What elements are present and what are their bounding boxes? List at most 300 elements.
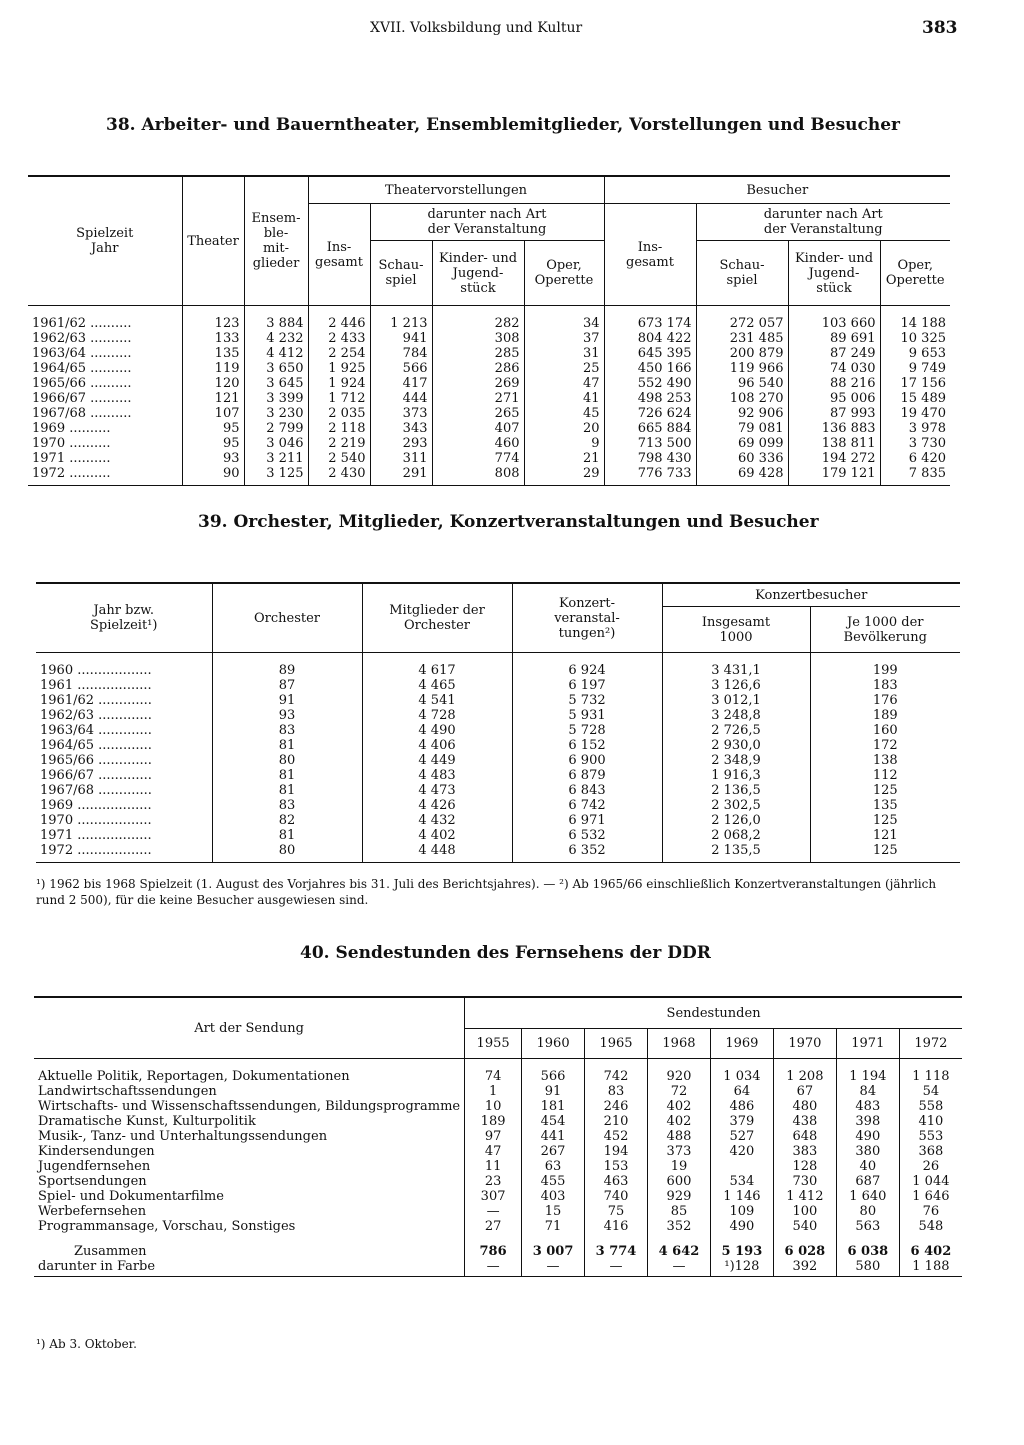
leader-dots: .......... bbox=[65, 436, 111, 451]
cell-value: 402 bbox=[647, 1114, 710, 1129]
cell-value: 352 bbox=[647, 1219, 710, 1234]
table-row bbox=[36, 798, 960, 813]
table-row bbox=[34, 1219, 962, 1234]
cell-value: 6 900 bbox=[512, 753, 662, 768]
table-row bbox=[36, 678, 960, 693]
year-header: 1969 bbox=[710, 1029, 773, 1059]
cell-value: 490 bbox=[710, 1219, 773, 1234]
cell-value bbox=[710, 1159, 773, 1174]
cell-value: 1 213 bbox=[370, 316, 432, 331]
cell-value: 490 bbox=[836, 1129, 899, 1144]
table-row bbox=[34, 1259, 962, 1274]
cell-value: 403 bbox=[522, 1189, 585, 1204]
cell-value: 308 bbox=[432, 331, 524, 346]
row-label-cell bbox=[36, 828, 212, 843]
cell-value: 14 188 bbox=[880, 316, 950, 331]
row-label: Sportsendungen bbox=[38, 1174, 147, 1189]
cell-value: 1 208 bbox=[773, 1069, 836, 1084]
cell-value: 4 483 bbox=[362, 768, 512, 783]
row-label-cell bbox=[28, 316, 182, 331]
row-label-cell bbox=[28, 361, 182, 376]
cell-value: 293 bbox=[370, 436, 432, 451]
cell-value: 92 906 bbox=[696, 406, 788, 421]
cell-value: 10 325 bbox=[880, 331, 950, 346]
cell-value: 3 230 bbox=[244, 406, 308, 421]
leader-dots: .................. bbox=[73, 678, 152, 693]
cell-value: 3 884 bbox=[244, 316, 308, 331]
cell-value: 246 bbox=[585, 1099, 648, 1114]
cell-value: 1 640 bbox=[836, 1189, 899, 1204]
cell-value: 416 bbox=[585, 1219, 648, 1234]
leader-dots: .......... bbox=[65, 451, 111, 466]
cell-value: 2 035 bbox=[308, 406, 370, 421]
table-row bbox=[28, 391, 950, 406]
row-label: Jugendfernsehen bbox=[38, 1159, 151, 1174]
table39-title: 39. Orchester, Mitglieder, Konzertveranstaltungen und Besucher bbox=[198, 512, 819, 532]
row-label: 1962/63 bbox=[32, 331, 87, 346]
cell-value: 89 691 bbox=[788, 331, 880, 346]
cell-value: 4 617 bbox=[362, 663, 512, 678]
header-mitglieder: Mitglieder der Orchester bbox=[362, 583, 512, 653]
cell-value: 3 730 bbox=[880, 436, 950, 451]
cell-value: 80 bbox=[212, 753, 362, 768]
cell-value: 488 bbox=[647, 1129, 710, 1144]
cell-value: 1 188 bbox=[899, 1259, 962, 1274]
row-label-cell bbox=[36, 813, 212, 828]
cell-value: 3 125 bbox=[244, 466, 308, 481]
row-label: 1969 bbox=[40, 798, 74, 813]
table-row bbox=[36, 723, 960, 738]
row-label: 1972 bbox=[40, 843, 74, 858]
table-row bbox=[34, 1244, 962, 1259]
cell-value: 380 bbox=[836, 1144, 899, 1159]
cell-value: 64 bbox=[710, 1084, 773, 1099]
cell-value: 80 bbox=[836, 1204, 899, 1219]
row-label-cell bbox=[28, 331, 182, 346]
cell-value: 63 bbox=[522, 1159, 585, 1174]
cell-value: 109 bbox=[710, 1204, 773, 1219]
table-row bbox=[28, 466, 950, 481]
cell-value: 566 bbox=[370, 361, 432, 376]
cell-value: 2 433 bbox=[308, 331, 370, 346]
cell-value: 125 bbox=[810, 783, 960, 798]
cell-value: 402 bbox=[647, 1099, 710, 1114]
cell-value: 4 412 bbox=[244, 346, 308, 361]
cell-value: 1 916,3 bbox=[662, 768, 810, 783]
cell-value: 452 bbox=[585, 1129, 648, 1144]
cell-value: 2 446 bbox=[308, 316, 370, 331]
cell-value: 82 bbox=[212, 813, 362, 828]
cell-value: 665 884 bbox=[604, 421, 696, 436]
cell-value: 269 bbox=[432, 376, 524, 391]
cell-value: 125 bbox=[810, 813, 960, 828]
cell-value: 95 006 bbox=[788, 391, 880, 406]
cell-value: 81 bbox=[212, 768, 362, 783]
table-row bbox=[34, 1099, 962, 1114]
table-row bbox=[34, 1144, 962, 1159]
cell-value: 6 879 bbox=[512, 768, 662, 783]
cell-value: 272 057 bbox=[696, 316, 788, 331]
cell-value: 79 081 bbox=[696, 421, 788, 436]
cell-value: 3 431,1 bbox=[662, 663, 810, 678]
cell-value: 311 bbox=[370, 451, 432, 466]
cell-value: 189 bbox=[465, 1114, 522, 1129]
cell-value: 2 254 bbox=[308, 346, 370, 361]
table40 bbox=[34, 996, 962, 1277]
year-header: 1972 bbox=[899, 1029, 962, 1059]
cell-value: 486 bbox=[710, 1099, 773, 1114]
cell-value: 194 bbox=[585, 1144, 648, 1159]
row-label-cell bbox=[28, 436, 182, 451]
header-bes-darunter: darunter nach Art der Veranstaltung bbox=[696, 204, 950, 241]
cell-value: 1 712 bbox=[308, 391, 370, 406]
cell-value: — bbox=[522, 1259, 585, 1274]
cell-value: 5 732 bbox=[512, 693, 662, 708]
cell-value: 120 bbox=[182, 376, 244, 391]
leader-dots: .......... bbox=[86, 361, 132, 376]
header-tv-kinder: Kinder- und Jugend- stück bbox=[432, 241, 524, 306]
row-label: 1967/68 bbox=[40, 783, 95, 798]
cell-value: 2 068,2 bbox=[662, 828, 810, 843]
cell-value: 265 bbox=[432, 406, 524, 421]
table40-footnote: ¹) Ab 3. Oktober. bbox=[36, 1337, 137, 1351]
table-row bbox=[36, 708, 960, 723]
cell-value: 231 485 bbox=[696, 331, 788, 346]
cell-value: 3 645 bbox=[244, 376, 308, 391]
cell-value: 307 bbox=[465, 1189, 522, 1204]
leader-dots: ............. bbox=[94, 708, 152, 723]
cell-value: 4 406 bbox=[362, 738, 512, 753]
cell-value: 713 500 bbox=[604, 436, 696, 451]
cell-value: 54 bbox=[899, 1084, 962, 1099]
cell-value: 20 bbox=[524, 421, 604, 436]
cell-value: 83 bbox=[212, 798, 362, 813]
cell-value: 804 422 bbox=[604, 331, 696, 346]
cell-value: 2 930,0 bbox=[662, 738, 810, 753]
table-row bbox=[36, 753, 960, 768]
cell-value: 368 bbox=[899, 1144, 962, 1159]
cell-value: 119 bbox=[182, 361, 244, 376]
cell-value: 420 bbox=[710, 1144, 773, 1159]
cell-value: 138 811 bbox=[788, 436, 880, 451]
row-label: 1971 bbox=[32, 451, 66, 466]
row-label-cell bbox=[36, 798, 212, 813]
cell-value: 392 bbox=[773, 1259, 836, 1274]
table-row bbox=[34, 1159, 962, 1174]
row-label: Zusammen bbox=[74, 1244, 147, 1259]
cell-value: 540 bbox=[773, 1219, 836, 1234]
cell-value: 6 038 bbox=[836, 1244, 899, 1259]
cell-value: 23 bbox=[465, 1174, 522, 1189]
cell-value: 85 bbox=[647, 1204, 710, 1219]
cell-value: 25 bbox=[524, 361, 604, 376]
table-row bbox=[36, 843, 960, 858]
cell-value: 27 bbox=[465, 1219, 522, 1234]
cell-value: 71 bbox=[522, 1219, 585, 1234]
table-row bbox=[34, 1189, 962, 1204]
cell-value: 483 bbox=[836, 1099, 899, 1114]
table-row bbox=[36, 693, 960, 708]
cell-value: 135 bbox=[182, 346, 244, 361]
table-row bbox=[34, 1114, 962, 1129]
table-row bbox=[36, 768, 960, 783]
cell-value: 552 490 bbox=[604, 376, 696, 391]
cell-value: 83 bbox=[585, 1084, 648, 1099]
leader-dots: .......... bbox=[86, 346, 132, 361]
cell-value: 9 749 bbox=[880, 361, 950, 376]
row-label: 1972 bbox=[32, 466, 66, 481]
cell-value: 128 bbox=[773, 1159, 836, 1174]
cell-value: 2 540 bbox=[308, 451, 370, 466]
cell-value: 3 012,1 bbox=[662, 693, 810, 708]
cell-value: 160 bbox=[810, 723, 960, 738]
cell-value: 808 bbox=[432, 466, 524, 481]
cell-value: 10 bbox=[465, 1099, 522, 1114]
cell-value: 6 971 bbox=[512, 813, 662, 828]
cell-value: 5 193 bbox=[710, 1244, 773, 1259]
row-label-cell bbox=[28, 466, 182, 481]
header-bes-schauspiel: Schau- spiel bbox=[696, 241, 788, 306]
cell-value: 4 728 bbox=[362, 708, 512, 723]
row-label: darunter in Farbe bbox=[38, 1259, 156, 1274]
cell-value: 1 924 bbox=[308, 376, 370, 391]
cell-value: 398 bbox=[836, 1114, 899, 1129]
cell-value: 179 121 bbox=[788, 466, 880, 481]
table-row bbox=[28, 376, 950, 391]
row-label: 1963/64 bbox=[40, 723, 95, 738]
header-konzertveranstaltungen: Konzert- veranstal- tungen²) bbox=[512, 583, 662, 653]
cell-value: 687 bbox=[836, 1174, 899, 1189]
cell-value: 3 211 bbox=[244, 451, 308, 466]
row-label: Programmansage, Vorschau, Sonstiges bbox=[38, 1219, 296, 1234]
cell-value: 774 bbox=[432, 451, 524, 466]
cell-value: 4 402 bbox=[362, 828, 512, 843]
cell-value: — bbox=[647, 1259, 710, 1274]
header-ensemble: Ensem- ble- mit- glieder bbox=[244, 176, 308, 306]
cell-value: 455 bbox=[522, 1174, 585, 1189]
cell-value: 74 030 bbox=[788, 361, 880, 376]
cell-value: 4 541 bbox=[362, 693, 512, 708]
row-label: Landwirtschaftssendungen bbox=[38, 1084, 217, 1099]
table38 bbox=[28, 175, 950, 486]
cell-value: 580 bbox=[836, 1259, 899, 1274]
cell-value: 1 044 bbox=[899, 1174, 962, 1189]
cell-value: 6 843 bbox=[512, 783, 662, 798]
cell-value: 929 bbox=[647, 1189, 710, 1204]
cell-value: 941 bbox=[370, 331, 432, 346]
cell-value: 4 432 bbox=[362, 813, 512, 828]
cell-value: 6 197 bbox=[512, 678, 662, 693]
cell-value: 441 bbox=[522, 1129, 585, 1144]
row-label-cell bbox=[28, 376, 182, 391]
row-label: 1966/67 bbox=[40, 768, 95, 783]
leader-dots: .......... bbox=[86, 331, 132, 346]
cell-value: 498 253 bbox=[604, 391, 696, 406]
row-label-cell bbox=[36, 843, 212, 858]
header-theatervorstellungen: Theatervorstellungen bbox=[308, 176, 604, 204]
cell-value: 121 bbox=[810, 828, 960, 843]
leader-dots: .......... bbox=[65, 466, 111, 481]
cell-value: 108 270 bbox=[696, 391, 788, 406]
cell-value: 410 bbox=[899, 1114, 962, 1129]
table39-footnote: ¹) 1962 bis 1968 Spielzeit (1. August des Vorjahres bis 31. Juli des Berichtsjahres). — ²) Ab 1965/66 einschließlich Konzertveranstaltungen (jährlich rund 2 500), für die keine Besucher ausgewiesen sind. bbox=[36, 877, 937, 907]
cell-value: 194 272 bbox=[788, 451, 880, 466]
cell-value: 41 bbox=[524, 391, 604, 406]
cell-value: 6 924 bbox=[512, 663, 662, 678]
cell-value: 558 bbox=[899, 1099, 962, 1114]
cell-value: 4 232 bbox=[244, 331, 308, 346]
row-label: 1965/66 bbox=[40, 753, 95, 768]
leader-dots: ............. bbox=[94, 723, 152, 738]
cell-value: 343 bbox=[370, 421, 432, 436]
cell-value: 83 bbox=[212, 723, 362, 738]
row-label-cell bbox=[36, 693, 212, 708]
cell-value: 88 216 bbox=[788, 376, 880, 391]
cell-value: 2 302,5 bbox=[662, 798, 810, 813]
leader-dots: .................. bbox=[73, 843, 152, 858]
cell-value: 673 174 bbox=[604, 316, 696, 331]
cell-value: 379 bbox=[710, 1114, 773, 1129]
cell-value: 29 bbox=[524, 466, 604, 481]
cell-value: 383 bbox=[773, 1144, 836, 1159]
table-row bbox=[34, 1069, 962, 1084]
cell-value: 3 650 bbox=[244, 361, 308, 376]
row-label-cell bbox=[36, 783, 212, 798]
cell-value: 136 883 bbox=[788, 421, 880, 436]
cell-value: 76 bbox=[899, 1204, 962, 1219]
cell-value: 5 728 bbox=[512, 723, 662, 738]
header-tv-insgesamt: Ins- gesamt bbox=[308, 204, 370, 306]
row-label-cell bbox=[36, 663, 212, 678]
cell-value: 407 bbox=[432, 421, 524, 436]
cell-value: 1 146 bbox=[710, 1189, 773, 1204]
table-row bbox=[28, 451, 950, 466]
cell-value: — bbox=[585, 1259, 648, 1274]
cell-value: 2 430 bbox=[308, 466, 370, 481]
cell-value: 282 bbox=[432, 316, 524, 331]
cell-value: 183 bbox=[810, 678, 960, 693]
header-besucher: Besucher bbox=[604, 176, 950, 204]
cell-value: 563 bbox=[836, 1219, 899, 1234]
row-label: 1967/68 bbox=[32, 406, 87, 421]
row-label: 1970 bbox=[32, 436, 66, 451]
table-row bbox=[28, 436, 950, 451]
year-header: 1971 bbox=[836, 1029, 899, 1059]
cell-value: 2 118 bbox=[308, 421, 370, 436]
cell-value: 138 bbox=[810, 753, 960, 768]
cell-value: 2 726,5 bbox=[662, 723, 810, 738]
cell-value: 726 624 bbox=[604, 406, 696, 421]
cell-value: 1 118 bbox=[899, 1069, 962, 1084]
row-label-cell bbox=[28, 406, 182, 421]
cell-value: 81 bbox=[212, 828, 362, 843]
cell-value: 34 bbox=[524, 316, 604, 331]
cell-value: 210 bbox=[585, 1114, 648, 1129]
cell-value: 119 966 bbox=[696, 361, 788, 376]
cell-value: 47 bbox=[524, 376, 604, 391]
cell-value: 534 bbox=[710, 1174, 773, 1189]
header-bes-insgesamt: Ins- gesamt bbox=[604, 204, 696, 306]
cell-value: 103 660 bbox=[788, 316, 880, 331]
cell-value: 417 bbox=[370, 376, 432, 391]
cell-value: 40 bbox=[836, 1159, 899, 1174]
row-label: 1961/62 bbox=[40, 693, 95, 708]
header-kb-insgesamt: Insgesamt 1000 bbox=[662, 607, 810, 653]
cell-value: 1 925 bbox=[308, 361, 370, 376]
header-orchester: Orchester bbox=[212, 583, 362, 653]
cell-value: 93 bbox=[212, 708, 362, 723]
table-row bbox=[36, 783, 960, 798]
cell-value: 60 336 bbox=[696, 451, 788, 466]
cell-value: 15 bbox=[522, 1204, 585, 1219]
cell-value: 286 bbox=[432, 361, 524, 376]
cell-value: 11 bbox=[465, 1159, 522, 1174]
cell-value: 100 bbox=[773, 1204, 836, 1219]
table-row bbox=[28, 331, 950, 346]
header-tv-darunter: darunter nach Art der Veranstaltung bbox=[370, 204, 604, 241]
cell-value: 112 bbox=[810, 768, 960, 783]
cell-value: 742 bbox=[585, 1069, 648, 1084]
cell-value: 450 166 bbox=[604, 361, 696, 376]
row-label-cell bbox=[28, 451, 182, 466]
leader-dots: .......... bbox=[86, 391, 132, 406]
table-row bbox=[28, 361, 950, 376]
cell-value: 31 bbox=[524, 346, 604, 361]
page-header bbox=[0, 20, 1024, 40]
cell-value: 89 bbox=[212, 663, 362, 678]
cell-value: 199 bbox=[810, 663, 960, 678]
cell-value: 72 bbox=[647, 1084, 710, 1099]
cell-value: 91 bbox=[212, 693, 362, 708]
row-label: Kindersendungen bbox=[38, 1144, 155, 1159]
header-theater: Theater bbox=[182, 176, 244, 306]
cell-value: 19 470 bbox=[880, 406, 950, 421]
header-bes-kinder: Kinder- und Jugend- stück bbox=[788, 241, 880, 306]
cell-value: 548 bbox=[899, 1219, 962, 1234]
cell-value: 1 412 bbox=[773, 1189, 836, 1204]
year-header: 1968 bbox=[647, 1029, 710, 1059]
cell-value: 87 bbox=[212, 678, 362, 693]
table-row bbox=[34, 1174, 962, 1189]
cell-value: 740 bbox=[585, 1189, 648, 1204]
cell-value: 9 bbox=[524, 436, 604, 451]
cell-value: 373 bbox=[647, 1144, 710, 1159]
table-row bbox=[34, 1084, 962, 1099]
year-header: 1965 bbox=[585, 1029, 648, 1059]
header-kb-je1000: Je 1000 der Bevölkerung bbox=[810, 607, 960, 653]
row-label: 1969 bbox=[32, 421, 66, 436]
cell-value: 67 bbox=[773, 1084, 836, 1099]
row-label: 1961 bbox=[40, 678, 74, 693]
cell-value: 2 136,5 bbox=[662, 783, 810, 798]
cell-value: 1 034 bbox=[710, 1069, 773, 1084]
cell-value: 176 bbox=[810, 693, 960, 708]
cell-value: 189 bbox=[810, 708, 960, 723]
cell-value: 4 449 bbox=[362, 753, 512, 768]
cell-value: 7 835 bbox=[880, 466, 950, 481]
cell-value: 2 348,9 bbox=[662, 753, 810, 768]
row-label: Dramatische Kunst, Kulturpolitik bbox=[38, 1114, 256, 1129]
cell-value: 172 bbox=[810, 738, 960, 753]
header-spielzeit: Spielzeit Jahr bbox=[28, 176, 182, 306]
cell-value: 81 bbox=[212, 783, 362, 798]
row-label-cell bbox=[28, 346, 182, 361]
cell-value: 3 399 bbox=[244, 391, 308, 406]
cell-value: 648 bbox=[773, 1129, 836, 1144]
cell-value: 84 bbox=[836, 1084, 899, 1099]
cell-value: 125 bbox=[810, 843, 960, 858]
cell-value: ¹)128 bbox=[710, 1259, 773, 1274]
